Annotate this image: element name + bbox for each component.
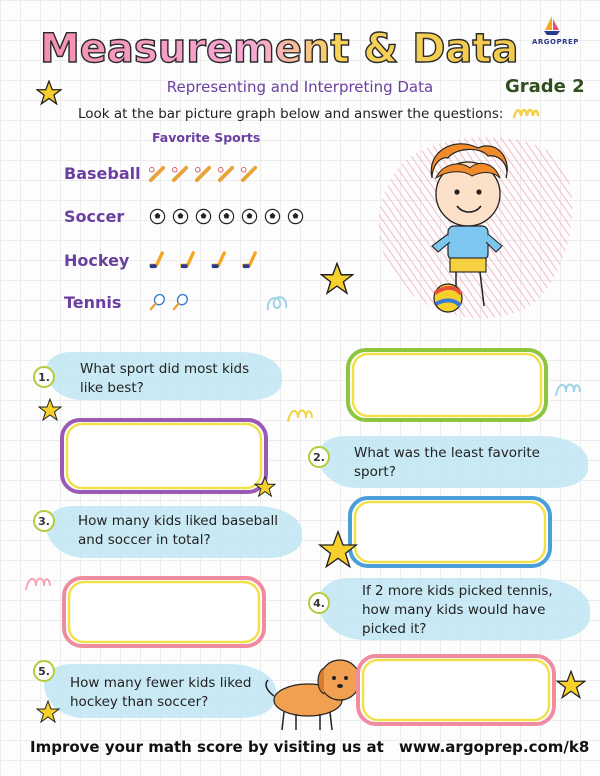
footer-link[interactable]: www.argoprep.com/k8 (398, 738, 590, 756)
graph-row-tennis (64, 287, 190, 317)
answer-box-q1[interactable] (58, 416, 270, 496)
argoprep-logo (532, 14, 579, 54)
sport-label: Hockey (64, 250, 130, 270)
sailboat-icon (541, 14, 563, 36)
star-icon (36, 80, 62, 106)
squiggle-icon (554, 378, 582, 402)
graph-row-hockey (64, 245, 260, 275)
question-2-number: 2. (308, 446, 330, 468)
hockey-stick-icon (210, 251, 229, 270)
star-icon (36, 700, 60, 724)
logo-text: ARGOPREP (532, 38, 579, 46)
squiggle-icon (286, 404, 314, 428)
hockey-stick-icons (148, 251, 260, 270)
hockey-stick-icon (179, 251, 198, 270)
instructions-text: Look at the bar picture graph below and answer the questions: (78, 106, 504, 122)
soccer-ball-icon (217, 207, 236, 226)
footer (30, 738, 589, 756)
star-icon (254, 476, 276, 498)
page-title (34, 18, 524, 78)
squiggle-icon (24, 572, 52, 596)
question-5-number: 5. (33, 660, 55, 682)
baseball-bat-icon (148, 164, 167, 183)
kid-illustration (360, 126, 580, 326)
soccer-ball-icon (171, 207, 190, 226)
question-1-text: What sport did most kids like best? (80, 361, 250, 396)
question-3-number: 3. (33, 510, 55, 532)
tennis-racket-icon (171, 293, 190, 312)
subtitle: Representing and Interpreting Data (166, 78, 434, 96)
soccer-ball-icon (194, 207, 213, 226)
footer-text: Improve your math score by visiting us at (30, 738, 384, 756)
svg-text:Measurement & Data: Measurement & Data (40, 26, 519, 72)
answer-box-q4[interactable] (354, 652, 558, 728)
question-1-number: 1. (33, 366, 55, 388)
tennis-racket-icons (148, 293, 190, 312)
star-icon (318, 530, 358, 570)
answer-box-1[interactable] (344, 346, 550, 424)
question-2-text: What was the least favorite sport? (354, 445, 540, 480)
baseball-bat-icon (217, 164, 236, 183)
sport-label: Tennis (64, 292, 122, 312)
graph-row-baseball (64, 158, 259, 188)
baseball-bat-icon (171, 164, 190, 183)
question-4-number: 4. (308, 592, 330, 614)
star-icon (556, 670, 586, 700)
soccer-ball-icon (286, 207, 305, 226)
graph-row-soccer (64, 201, 305, 231)
baseball-bat-icon (240, 164, 259, 183)
graph-title: Favorite Sports (152, 130, 261, 145)
answer-box-q2[interactable] (346, 494, 554, 570)
grade-label: Grade 2 (505, 76, 585, 97)
baseball-bat-icon (194, 164, 213, 183)
tennis-racket-icon (148, 293, 167, 312)
sport-label: Soccer (64, 206, 125, 226)
squiggle-icon (264, 290, 290, 316)
hockey-stick-icon (148, 251, 167, 270)
soccer-ball-icon (240, 207, 259, 226)
star-icon (320, 262, 354, 296)
squiggle-icon (512, 106, 540, 122)
soccer-ball-icon (263, 207, 282, 226)
soccer-ball-icon (148, 207, 167, 226)
sport-label: Baseball (64, 163, 141, 183)
question-3-text: How many kids liked baseball and soccer in total? (78, 513, 278, 548)
hockey-stick-icon (241, 251, 260, 270)
answer-box-q3[interactable] (60, 574, 268, 650)
soccer-ball-icons (148, 207, 305, 226)
baseball-bat-icons (148, 164, 259, 183)
question-4-text: If 2 more kids picked tennis, how many kids would have picked it? (362, 583, 553, 637)
question-5-text: How many fewer kids liked hockey than soccer? (70, 675, 252, 710)
